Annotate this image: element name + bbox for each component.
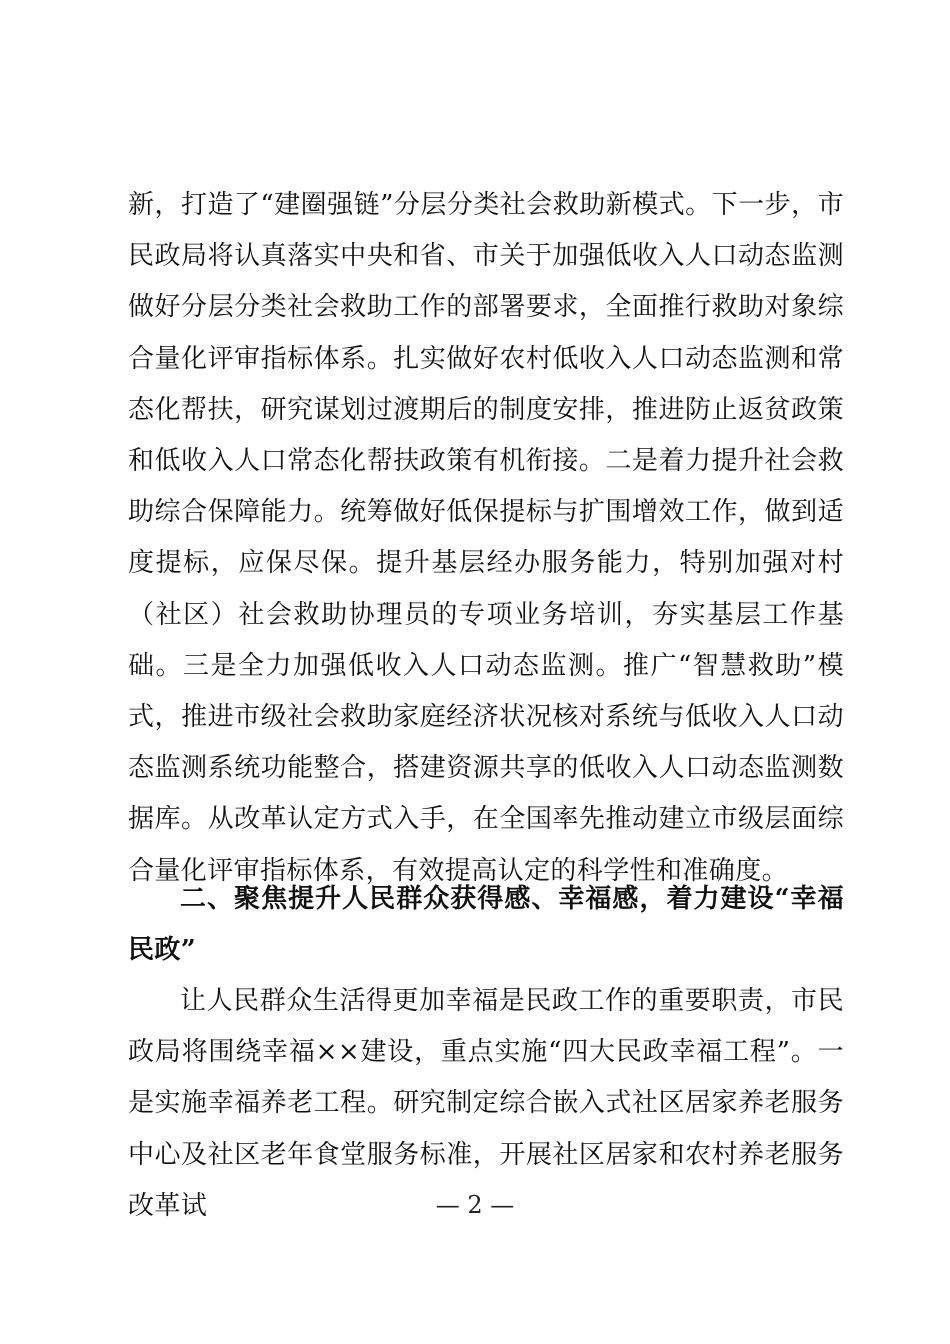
- body-paragraph-continued: 新，打造了“建圈强链”分层分类社会救助新模式。下一步，市民政局将认真落实中央和省、市关于加强低收入人口动态监测做好分层分类社会救助工作的部署要求，全面推行救助对象综合量化评审指标体系。扎实做好农村低收入人口动态监测和常态化帮扶，研究谋划过渡期后的制度安排，推进防止返贫政策和低收入人口常态化帮扶政策有机衔接。二是着力提升社会救助综合保障能力。统筹做好低保提标与扩围增效工作，做到适度提标，应保尽保。提升基层经办服务能力，特别加强对村（社区）社会救助协理员的专项业务培训，夯实基层工作基础。三是全力加强低收入人口动态监测。推广“智慧救助”模式，推进市级社会救助家庭经济状况核对系统与低收入人口动态监测系统功能整合，搭建资源共享的低收入人口动态监测数据库。从改革认定方式入手，在全国率先推动建立市级层面综合量化评审指标体系，有效提高认定的科学性和准确度。: [128, 190, 844, 886]
- page-number: — 2 —: [435, 1191, 515, 1219]
- section-heading: 二、聚焦提升人民群众获得感、幸福感，着力建设“幸福民政”: [128, 884, 844, 966]
- body-paragraph: 让人民群众生活得更加幸福是民政工作的重要职责，市民政局将围绕幸福××建设，重点实施“四大民政幸福工程”。一是实施幸福养老工程。研究制定综合嵌入式社区居家养老服务中心及社区老年食堂服务标准，开展社区居家和农村养老服务改革试: [128, 986, 844, 1221]
